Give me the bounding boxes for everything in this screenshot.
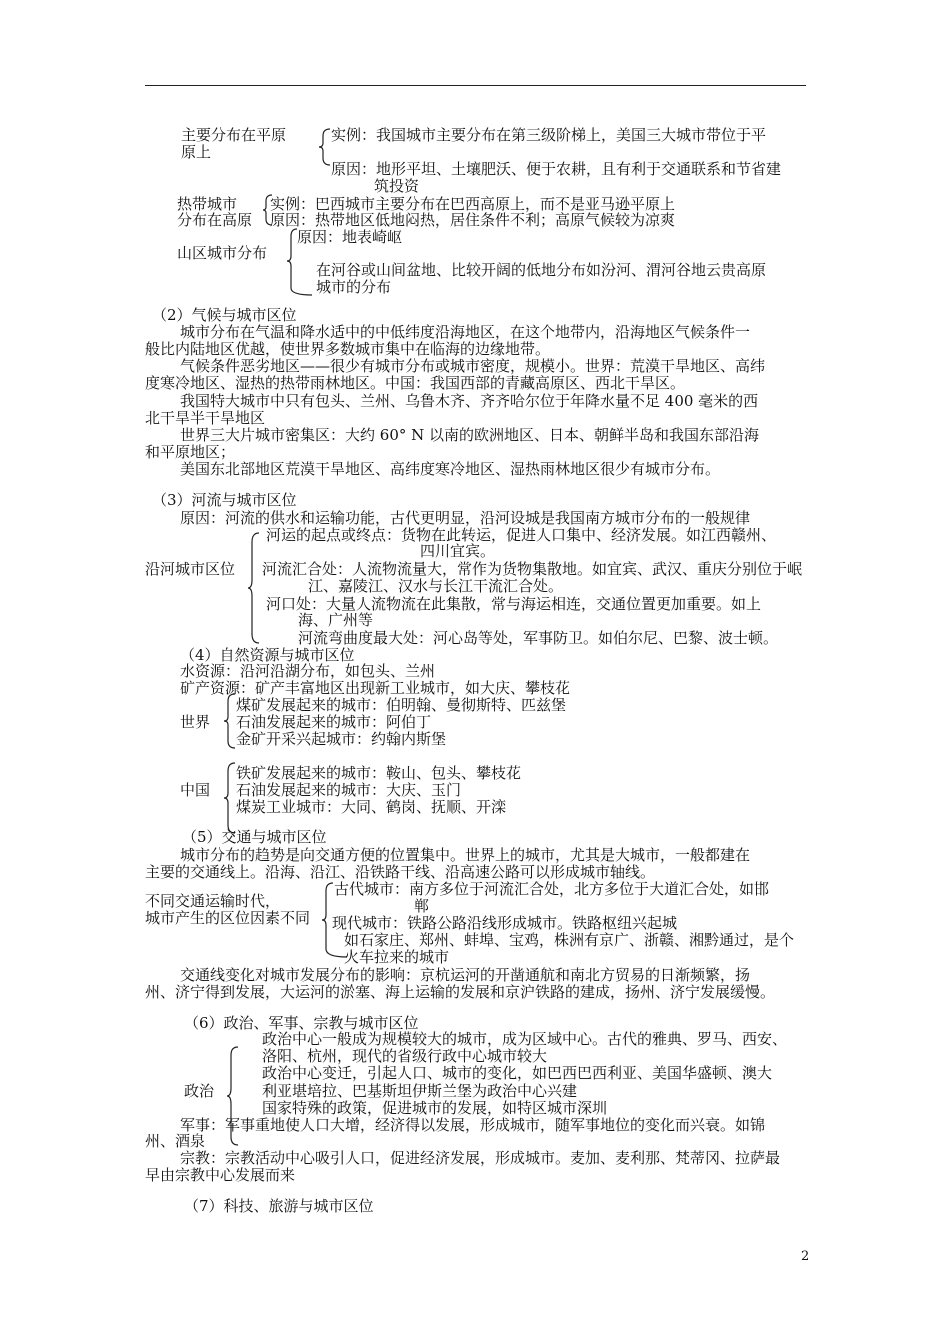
text-line: 宗教：宗教活动中心吸引人口，促进经济发展，形成城市。麦加、麦利那、梵蒂冈、拉萨最 (180, 1149, 781, 1167)
text-line: 州、济宁得到发展，大运河的淤塞、海上运输的发展和京沪铁路的建成，扬州、济宁发展缓慢。 (145, 983, 776, 1001)
text-line: 原因：地形平坦、土壤肥沃、便于农耕，且有利于交通联系和节省建 (331, 160, 782, 178)
text-line: 城市分布的趋势是向交通方便的位置集中。世界上的城市，尤其是大城市，一般都建在 (180, 846, 751, 864)
text-line: 北干旱半干旱地区 (145, 409, 266, 427)
text-line: 河流弯曲度最大处：河心岛等处，军事防卫。如伯尔尼、巴黎、波士顿。 (298, 629, 779, 647)
text-line: 早由宗教中心发展而来 (145, 1166, 296, 1184)
text-line: 石油发展起来的城市：阿伯丁 (236, 713, 432, 731)
text-line: 分布在高原 (177, 211, 253, 229)
brace-river (247, 532, 261, 644)
header-rule (145, 85, 806, 86)
text-line: 古代城市：南方多位于河流汇合处，北方多位于大道汇合处，如邯 (334, 880, 770, 898)
text-line: 热带城市 (177, 195, 238, 213)
page-number: 2 (801, 1249, 810, 1264)
section-heading: （6）政治、军事、宗教与城市区位 (184, 1014, 419, 1032)
text-line: 国家特殊的政策，促进城市的发展，如特区城市深圳 (262, 1099, 608, 1117)
section-heading: （4）自然资源与城市区位 (180, 646, 355, 664)
text-line: 城市产生的区位因素不同 (145, 909, 311, 927)
text-line: 江、嘉陵江、汉水与长江干流汇合处。 (308, 577, 564, 595)
text-line: 原上 (181, 143, 212, 161)
text-line: 城市分布在气温和降水适中的中低纬度沿海地区，在这个地带内，沿海地区气候条件一 (180, 323, 751, 341)
text-line: 利亚堪培拉、巴基斯坦伊斯兰堡为政治中心兴建 (262, 1082, 578, 1100)
text-line: 交通线变化对城市发展分布的影响：京杭运河的开凿通航和南北方贸易的日渐频繁，扬 (180, 966, 751, 984)
text-line: 筑投资 (374, 177, 420, 195)
text-line: 中国 (180, 781, 211, 799)
section-heading: （5）交通与城市区位 (182, 828, 327, 846)
text-line: 政治中心一般成为规模较大的城市，成为区域中心。古代的雅典、罗马、西安、 (262, 1030, 788, 1048)
text-line: 金矿开采兴起城市：约翰内斯堡 (236, 730, 447, 748)
text-line: 不同交通运输时代， (145, 892, 281, 910)
text-line: 世界三大片城市密集区：大约 60° N 以南的欧洲地区、日本、朝鲜半岛和我国东部沿海 (180, 426, 760, 444)
text-line: 郸 (414, 897, 430, 915)
text-line: 洛阳、杭州，现代的省级行政中心城市较大 (262, 1047, 548, 1065)
text-line: 河流汇合处：人流物流量大，常作为货物集散地。如宜宾、武汉、重庆分别位于岷 (262, 560, 803, 578)
text-line: 世界 (180, 713, 211, 731)
text-line: 气候条件恶劣地区——很少有城市分布或城市密度，规模小。世界：荒漠干旱地区、高纬 (180, 357, 766, 375)
text-line: 河运的起点或终点：货物在此转运，促进人口集中、经济发展。如江西赣州、 (266, 526, 777, 544)
text-line: 火车拉来的城市 (344, 948, 450, 966)
text-line: 煤炭工业城市：大同、鹤岗、抚顺、开滦 (236, 798, 507, 816)
section-heading: （3）河流与城市区位 (152, 491, 297, 509)
text-line: 般比内陆地区优越，使世界多数城市集中在临海的边缘地带。 (145, 340, 551, 358)
section-heading: （7）科技、旅游与城市区位 (184, 1197, 374, 1215)
text-line: 政治中心变迁，引起人口、城市的变化，如巴西巴西利亚、美国华盛顿、澳大 (262, 1064, 773, 1082)
text-line: 主要分布在平原 (181, 126, 287, 144)
text-line: 州、酒泉 (145, 1132, 206, 1150)
text-line: 在河谷或山间盆地、比较开阔的低地分布如汾河、渭河谷地云贵高原 (316, 261, 767, 279)
text-line: 如石家庄、郑州、蚌埠、宝鸡，株洲有京广、浙赣、湘黔通过，是个 (344, 931, 795, 949)
text-line: 煤矿发展起来的城市：伯明翰、曼彻斯特、匹兹堡 (236, 696, 567, 714)
text-line: 原因：热带地区低地闷热，居住条件不利；高原气候较为凉爽 (270, 211, 676, 229)
text-line: 四川宜宾。 (420, 542, 496, 560)
brace-china (223, 762, 237, 834)
text-line: 沿河城市区位 (145, 560, 236, 578)
brace-plain (318, 128, 332, 166)
brace-world (223, 693, 237, 749)
text-line: 军事：军事重地使人口大增，经济得以发展，形成城市，随军事地位的变化而兴衰。如锦 (180, 1116, 766, 1134)
text-line: 主要的交通线上。沿海、沿江、沿铁路干线、沿高速公路可以形成城市轴线。 (145, 863, 656, 881)
text-line: 河口处：大量人流物流在此集散，常与海运相连，交通位置更加重要。如上 (266, 595, 762, 613)
text-line: 和平原地区； (145, 443, 236, 461)
text-line: 我国特大城市中只有包头、兰州、乌鲁木齐、齐齐哈尔位于年降水量不足 400 毫米的西 (180, 392, 759, 410)
text-line: 矿产资源：矿产丰富地区出现新工业城市，如大庆、攀枝花 (180, 679, 571, 697)
text-line: 原因：地表崎岖 (297, 228, 403, 246)
text-line: 原因：河流的供水和运输功能，古代更明显，沿河设城是我国南方城市分布的一般规律 (180, 509, 751, 527)
text-line: 度寒冷地区、湿热的热带雨林地区。中国：我国西部的青藏高原区、西北干旱区。 (145, 374, 686, 392)
text-line: 实例：我国城市主要分布在第三级阶梯上，美国三大城市带位于平 (331, 126, 767, 144)
text-line: 实例：巴西城市主要分布在巴西高原上，而不是亚马逊平原上 (270, 195, 676, 213)
text-line: 城市的分布 (316, 278, 392, 296)
text-line: 美国东北部地区荒漠干旱地区、高纬度寒冷地区、湿热雨林地区很少有城市分布。 (180, 460, 721, 478)
text-line: 石油发展起来的城市：大庆、玉门 (236, 781, 462, 799)
text-line: 山区城市分布 (177, 244, 268, 262)
text-line: 水资源：沿河沿湖分布，如包头、兰州 (180, 662, 436, 680)
text-line: 海、广州等 (298, 611, 374, 629)
text-line: 铁矿发展起来的城市：鞍山、包头、攀枝花 (236, 764, 522, 782)
section-heading: （2）气候与城市区位 (152, 306, 297, 324)
text-line: 政治 (184, 1082, 215, 1100)
text-line: 现代城市：铁路公路沿线形成城市。铁路枢纽兴起城 (332, 914, 678, 932)
